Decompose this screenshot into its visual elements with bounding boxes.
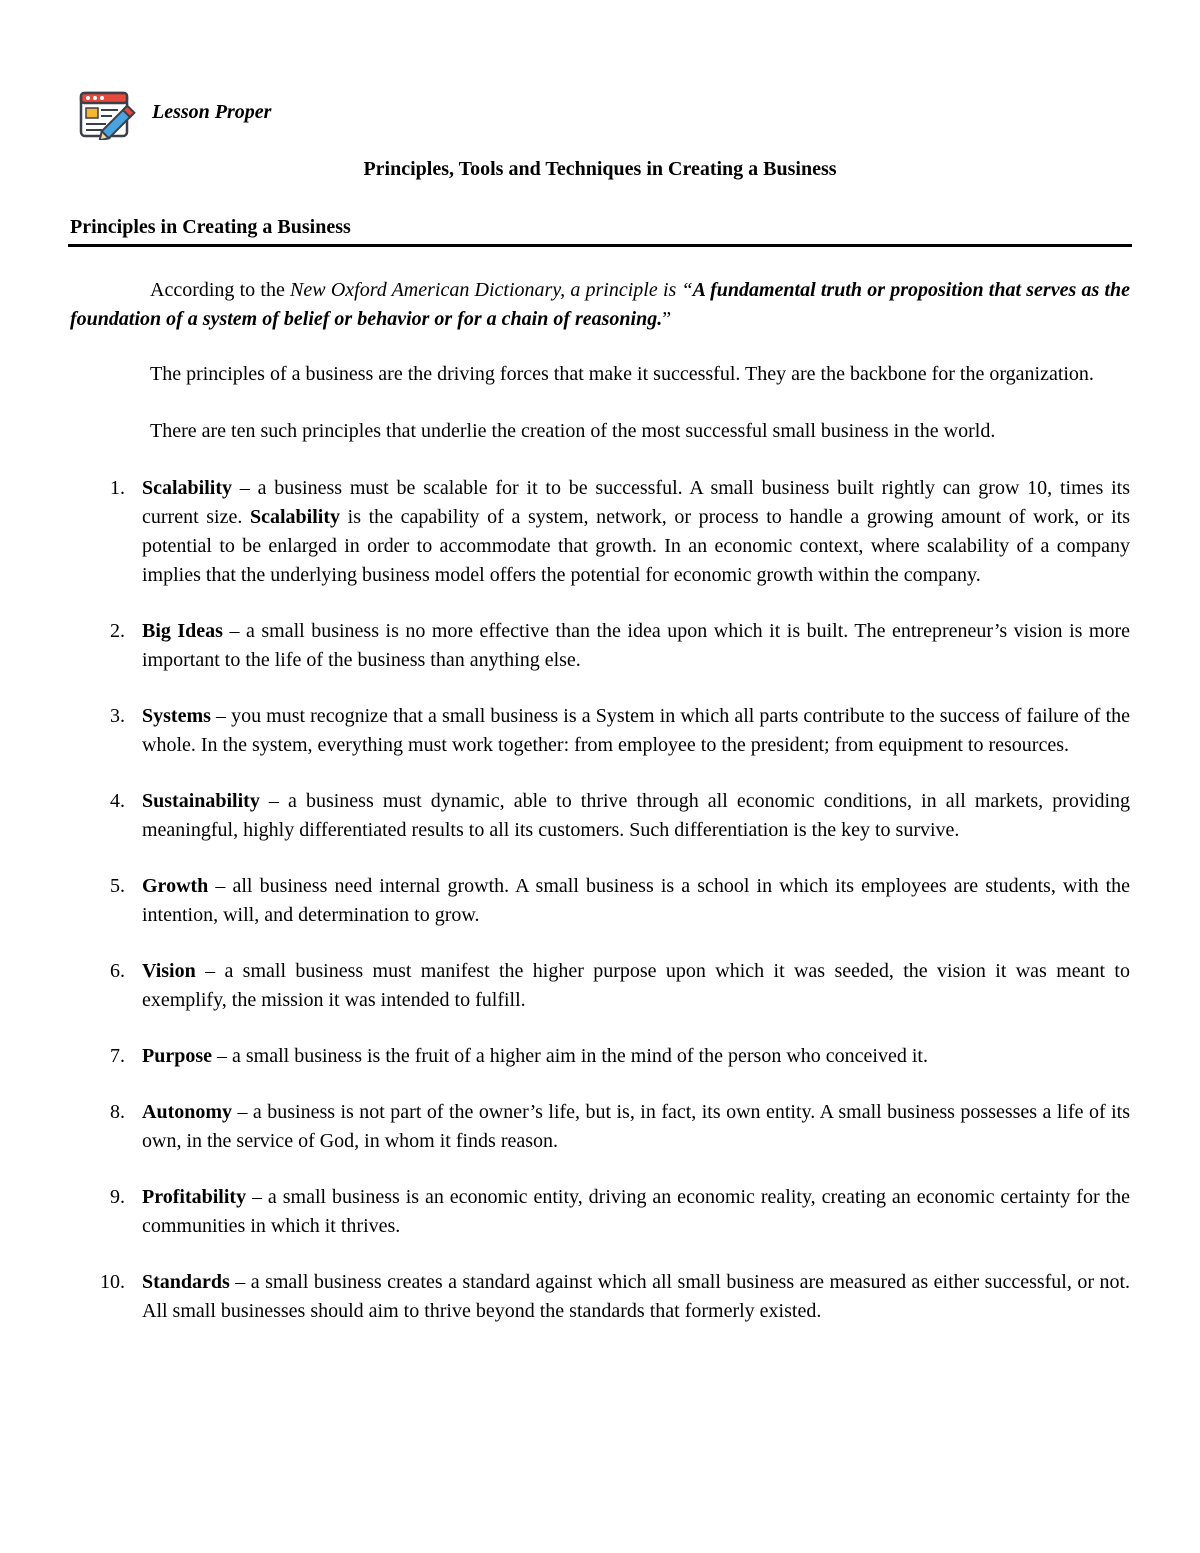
page-title: Principles, Tools and Techniques in Creating a Business [363,158,837,180]
lesson-label: Lesson Proper [152,100,272,123]
list-item [70,787,1130,845]
principle-text: is the capability of a system, network, or process to handle a growing amount of work, or its potential to be enlarged in order to accommodate that growth. In an economic context, where scalability of a company implies that the underlying business model offers the potential for economic growth within the company. [142,506,1130,586]
principle-term: Standards [142,1271,230,1293]
list-number: 6. [110,960,125,982]
list-item [70,617,1130,675]
intro-text: According to the [150,279,291,301]
principle-term: Autonomy [142,1101,233,1123]
principle-text: – a small business is an economic entity, driving an economic reality, creating an economic certainty for the communities in which it thrives. [142,1186,1130,1237]
list-item [70,702,1130,760]
list-number: 8. [110,1101,125,1123]
principle-text: – a business must be scalable for it to be successful. A small business built rightly can grow 10, times its current size. [142,477,1130,528]
list-number: 2. [110,620,125,642]
lesson-header [78,88,271,140]
list-item [70,1098,1130,1156]
calendar-pencil-icon [78,88,140,140]
list-number: 10. [100,1271,125,1293]
list-item [70,872,1130,930]
principle-term: Systems [142,705,211,727]
heading-underline [68,244,1132,247]
section-heading: Principles in Creating a Business [70,216,351,238]
closing-quote: ” [662,308,672,330]
principle-text: – you must recognize that a small business is a System in which all parts contribute to the success of failure of the whole. In the system, everything must work together: from employee to the president; from equipment to resources. [142,705,1130,756]
list-item [70,1183,1130,1241]
principle-text: – a small business is the fruit of a higher aim in the mind of the person who conceived it. [212,1045,928,1067]
list-number: 5. [110,875,125,897]
list-number: 3. [110,705,125,727]
principle-text: – a business is not part of the owner’s life, but is, in fact, its own entity. A small business possesses a life of its own, in the service of God, in whom it finds reason. [142,1101,1130,1152]
list-item [70,957,1130,1015]
principle-text: – all business need internal growth. A small business is a school in which its employees are students, with the intention, will, and determination to grow. [142,875,1130,926]
principle-text: – a small business creates a standard against which all small business are measured as either successful, or not. All small businesses should aim to thrive beyond the standards that formerly existed. [142,1271,1130,1322]
list-item [70,474,1130,590]
principle-term: Sustainability [142,790,260,812]
principle-term: Profitability [142,1186,247,1208]
list-item [70,1268,1130,1326]
document-body [70,276,1130,1353]
principle-term: Vision [142,960,196,982]
principle-term: Scalability [142,477,233,499]
principle-term: Big Ideas [142,620,223,642]
list-number: 1. [110,477,125,499]
principles-list [70,474,1130,1326]
list-item [70,1042,1130,1071]
principle-text: – a small business must manifest the higher purpose upon which it was seeded, the vision it was meant to exemplify, the mission it was intended to fulfill. [142,960,1130,1011]
principle-term: Purpose [142,1045,212,1067]
principle-text: – a small business is no more effective than the idea upon which it is built. The entrepreneur’s vision is more important to the life of the business than anything else. [142,620,1131,671]
principle-term: Growth [142,875,209,897]
principle-text: – a business must dynamic, able to thrive through all economic conditions, in all markets, providing meaningful, highly differentiated results to all its customers. Such differentiation is the key to survive. [142,790,1130,841]
intro-paragraph-backbone: The principles of a business are the driving forces that make it successful. They are the backbone for the organization. [150,363,1094,385]
list-number: 9. [110,1186,125,1208]
dictionary-citation: New Oxford American Dictionary, a principle is “ [290,279,693,301]
principle-definition: A fundamental truth or proposition that serves as the foundation of a system of belief or behavior or for a chain of reasoning. [70,279,1131,330]
list-number: 7. [110,1045,125,1067]
principle-term: Scalability [250,506,341,528]
intro-paragraph-ten-principles: There are ten such principles that underlie the creation of the most successful small business in the world. [150,420,996,442]
list-number: 4. [110,790,125,812]
intro-paragraph-definition [70,276,1130,334]
